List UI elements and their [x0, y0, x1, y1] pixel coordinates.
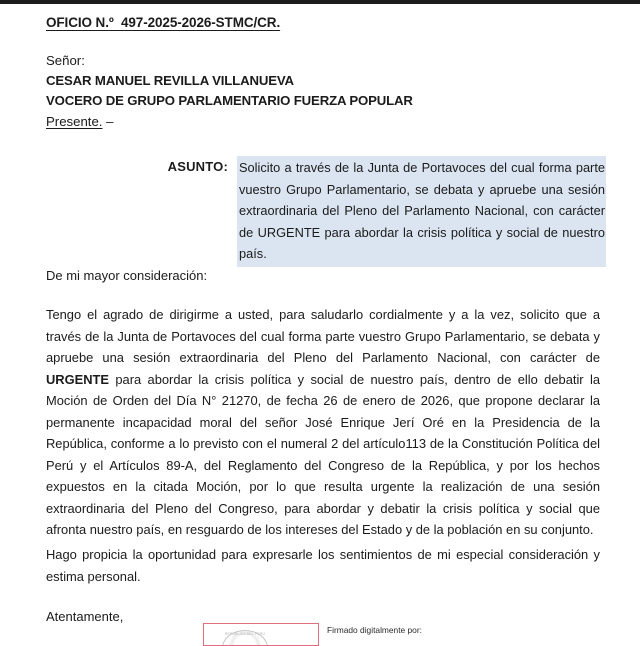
subject-text-highlighted: Solicito a través de la Junta de Portavoces del cual forma parte vuestro Grupo Parlamentario, se debata y apruebe una sesión extraordinaria del Pleno del Parlamento Nacional, con carácter de URGENTE para abordar la crisis política y social de nuestro país.	[237, 156, 606, 267]
oficio-number-heading: OFICIO N.º 497-2025-2026-STMC/CR.	[46, 15, 281, 30]
presente-word: Presente.	[46, 114, 103, 129]
body-paragraph-1-part-2: para abordar la crisis política y social de nuestro país, dentro de ello debatir la Moción de Orden del Día N° 21270, de fecha 26 de enero de 2026, que propone declarar la permanente incapacidad moral del señor José Enrique Jerí Oré en la Presidencia de la República, conforme a lo previsto con el numeral 2 del artículo113 de la Constitución Política del Perú y el Artículos 89-A, del Reglamento del Congreso de la República, y por los hechos expuestos en la citada Moción, por lo que resulta urgente la realización de una sesión extraordinaria del Pleno del Congreso, para abordar y debatir la crisis política y social que afronta nuestro país, en resguardo de los intereses del Estado y de la población en su conjunto.	[46, 371, 600, 537]
addressee-presente-line	[46, 112, 606, 132]
document-page	[0, 4, 640, 640]
closing-line: Atentamente,	[46, 609, 124, 624]
body-paragraph-1-urgente-emphasis: URGENTE	[46, 371, 110, 387]
addressee-role: VOCERO DE GRUPO PARLAMENTARIO FUERZA POPULAR	[46, 93, 413, 108]
digital-signature-label: Firmado digitalmente por:	[327, 625, 422, 635]
subject-label: ASUNTO:	[167, 159, 228, 174]
seal-emblem-text: REPÚBLICA DEL PERÚ	[224, 632, 266, 636]
subject-row	[46, 156, 606, 267]
addressee-name: CESAR MANUEL REVILLA VILLANUEVA	[46, 73, 294, 88]
official-seal-box	[203, 623, 319, 646]
body-paragraph-1-part-1: Tengo el agrado de dirigirme a usted, para saludarlo cordialmente y a la vez, solicito que a través de la Junta de Portavoces del cual forma parte vuestro Grupo Parlamentario, se debata y apruebe una sesión extraordinaria del Pleno del Parlamento Nacional, con carácter de	[46, 307, 600, 365]
addressee-block	[46, 51, 606, 132]
body-paragraph-1	[46, 304, 600, 541]
addressee-salutation-label: Señor:	[46, 53, 85, 68]
body-paragraph-2: Hago propicia la oportunidad para expresarle los sentimientos de mi especial consideración y estima personal.	[46, 547, 600, 584]
body-salutation: De mi mayor consideración:	[46, 268, 208, 283]
republic-seal-emblem-icon	[222, 630, 268, 646]
presente-dash: –	[102, 114, 114, 129]
